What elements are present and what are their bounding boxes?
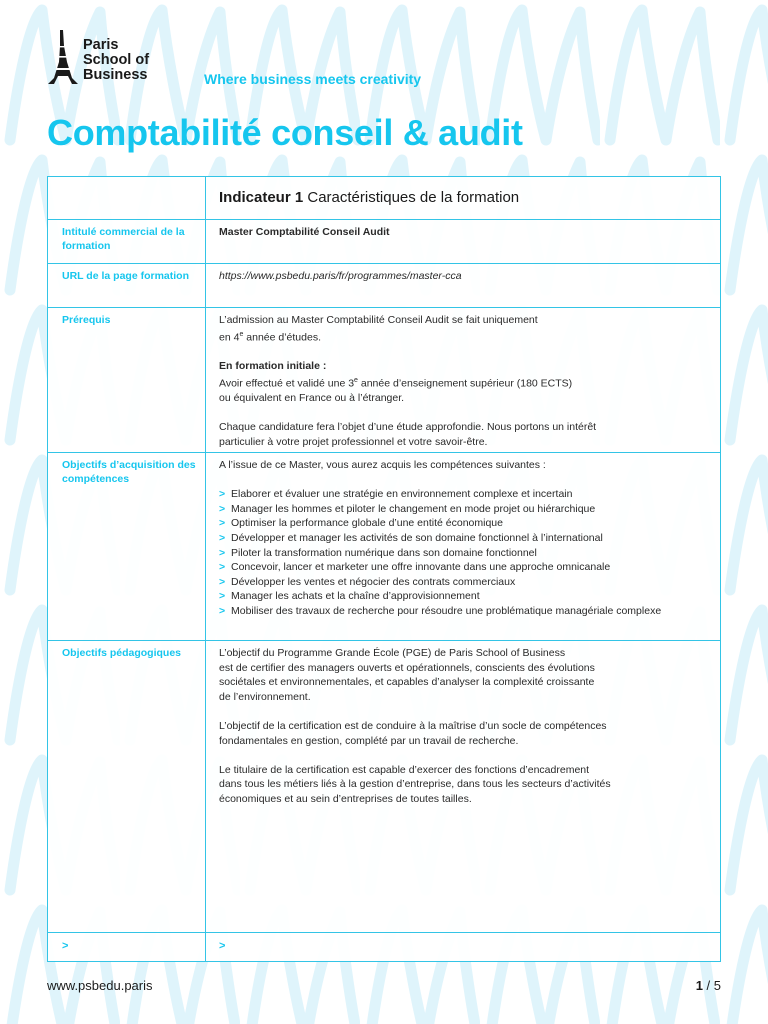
chevron-right-icon: > [219, 517, 226, 530]
competence-text: Mobiliser des travaux de recherche pour résoudre une problématique managériale complexe [231, 604, 662, 617]
page-current: 1 [695, 978, 703, 993]
prerequis-line-2-pre: en 4 [219, 331, 240, 344]
table-row-objectifs-pedagogiques [48, 641, 720, 933]
pedagogiques-line: est de certifier des managers ouverts et opérationnels, conscients des évolutions [219, 661, 595, 674]
competence-text: Manager les hommes et piloter le changement en mode projet ou hiérarchique [231, 502, 596, 515]
prerequis-line-3-sup: e [354, 376, 358, 384]
formation-table [47, 176, 721, 962]
chevron-right-icon: > [219, 488, 226, 501]
table-heading [219, 189, 519, 206]
competence-text: Elaborer et évaluer une stratégie en environnement complexe et incertain [231, 488, 573, 501]
competence-text: Manager les achats et la chaîne d’approvisionnement [231, 590, 480, 603]
pedagogiques-line: L’objectif de la certification est de conduire à la maîtrise d’un socle de compétences [219, 719, 607, 732]
competences-intro: A l’issue de ce Master, vous aurez acquis les compétences suivantes : [219, 459, 546, 471]
pedagogiques-line: L’objectif du Programme Grande École (PGE) de Paris School of Business [219, 647, 566, 659]
page-total: / 5 [702, 978, 721, 993]
footer-website-link[interactable]: www.psbedu.paris [47, 978, 153, 993]
row-label-objectifs-pedagogiques: Objectifs pédagogiques [62, 647, 182, 659]
row-label-objectifs-competences: Objectifs d’acquisition des compétences [62, 459, 196, 485]
competences-list [219, 487, 714, 618]
table-row-last [48, 933, 720, 961]
pedagogiques-line: économiques et au sein d’entreprises de toutes tailles. [219, 792, 472, 805]
row-label-url: URL de la page formation [62, 270, 189, 282]
chevron-right-icon: > [219, 561, 226, 574]
page-number [696, 978, 721, 993]
table-row-objectifs-competences [48, 453, 720, 641]
chevron-right-icon: > [62, 940, 69, 952]
competence-text: Piloter la transformation numérique dans son domaine fonctionnel [231, 546, 537, 559]
psb-logo [46, 28, 176, 88]
row-label-intitule: Intitulé commercial de la formation [62, 226, 185, 252]
eiffel-tower-icon [46, 28, 80, 86]
chevron-right-icon: > [219, 590, 226, 603]
list-item [219, 487, 714, 502]
prerequis-line-5: Chaque candidature fera l’objet d’une étude approfondie. Nous portons un intérêt [219, 421, 597, 434]
table-row-intitule [48, 220, 720, 264]
prerequis-line-3 [219, 374, 714, 391]
competence-text: Développer les ventes et négocier des contrats commerciaux [231, 575, 516, 588]
competence-text: Développer et manager les activités de son domaine fonctionnel à l’international [231, 531, 603, 544]
tagline: Where business meets creativity [204, 71, 422, 87]
prerequis-subheading: En formation initiale : [219, 360, 327, 373]
list-item [219, 546, 714, 561]
chevron-right-icon: > [219, 502, 226, 515]
list-item [219, 531, 714, 546]
chevron-right-icon: > [219, 940, 226, 952]
logo-line-2: School of [83, 52, 150, 68]
prerequis-line-4: ou équivalent en France ou à l’étranger. [219, 391, 405, 404]
page-title: Comptabilité conseil & audit [47, 112, 523, 153]
pedagogiques-line: sociétales et environnementales, et capables d’analyser la complexité croissante [219, 676, 595, 689]
row-value-prerequis [219, 313, 714, 449]
list-item [219, 560, 714, 575]
prerequis-line-6: particulier à votre projet professionnel et votre savoir-être. [219, 435, 488, 448]
pedagogiques-line: dans tous les métiers liés à la gestion d’entreprise, dans tous les secteurs d’activités [219, 778, 611, 791]
row-value-objectifs-competences [219, 458, 714, 619]
pedagogiques-line: Le titulaire de la certification est capable d’exercer des fonctions d’encadrement [219, 763, 590, 776]
list-item [219, 575, 714, 590]
prerequis-line-3-pre: Avoir effectué et validé une 3 [219, 377, 355, 390]
indicator-label: Indicateur 1 [219, 189, 304, 206]
logo-wordmark [83, 38, 149, 83]
table-header-row [48, 177, 720, 220]
chevron-right-icon: > [219, 575, 226, 588]
prerequis-line-2-sup: e [239, 330, 244, 338]
table-row-prerequis [48, 308, 720, 453]
prerequis-line-3-post: année d’enseignement supérieur (180 ECTS) [357, 377, 573, 390]
list-item [219, 502, 714, 517]
chevron-right-icon: > [219, 604, 226, 617]
competence-text: Optimiser la performance globale d’une entité économique [231, 517, 503, 530]
chevron-right-icon: > [219, 546, 226, 559]
list-item [219, 589, 714, 604]
row-value-objectifs-pedagogiques [219, 646, 714, 807]
prerequis-line-1: L’admission au Master Comptabilité Conseil Audit se fait uniquement [219, 314, 538, 326]
list-item [219, 516, 714, 531]
list-item [219, 604, 714, 619]
competence-text: Concevoir, lancer et marketer une offre innovante dans une approche omnicanale [231, 561, 611, 574]
logo-line-1: Paris [83, 37, 119, 53]
table-row-url [48, 264, 720, 308]
prerequis-line-2 [219, 328, 714, 345]
formation-url-link[interactable]: https://www.psbedu.paris/fr/programmes/master-cca [219, 270, 462, 282]
logo-line-3: Business [83, 67, 148, 83]
chevron-right-icon: > [219, 531, 226, 544]
prerequis-line-2-post: année d’études. [243, 331, 321, 344]
row-value-intitule: Master Comptabilité Conseil Audit [219, 226, 390, 238]
row-label-prerequis: Prérequis [62, 314, 111, 326]
pedagogiques-line: de l’environnement. [219, 690, 311, 703]
pedagogiques-line: fondamentales en gestion, complété par un travail de recherche. [219, 734, 519, 747]
indicator-text: Caractéristiques de la formation [307, 189, 520, 206]
